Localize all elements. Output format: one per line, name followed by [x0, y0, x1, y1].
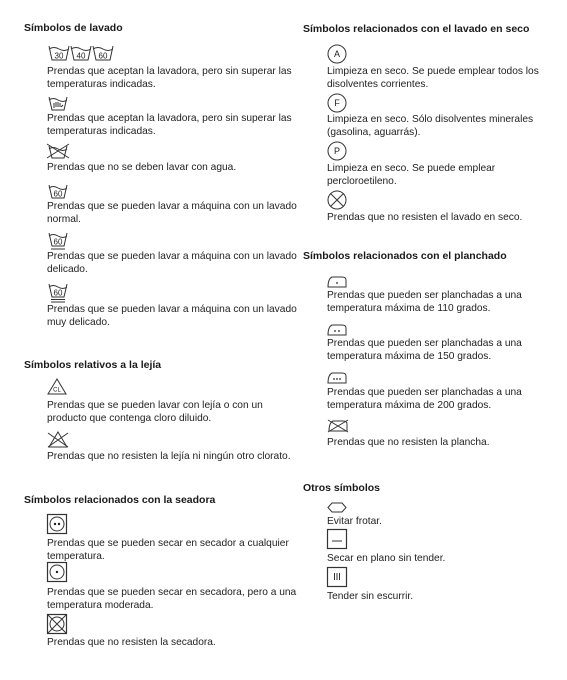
temp-label: 30: [54, 51, 64, 61]
temp-label: 60: [98, 51, 108, 61]
bleach-triangle-cl-icon: [47, 378, 67, 395]
svg-text:60: 60: [53, 237, 63, 247]
wash-desc-2: Prendas que aceptan la lavadora, pero sin superar las temperaturas indicadas.: [47, 113, 292, 137]
dry-clean-desc-4: Prendas que no resisten el lavado en seco.: [327, 212, 523, 223]
heading-washing-symbols: Símbolos de lavado: [24, 22, 123, 34]
tumble-dry-one-dot-icon: [47, 562, 67, 582]
heading-bleach-symbols: Símbolos relativos a la lejía: [24, 359, 162, 371]
iron-desc-3: Prendas que pueden ser planchadas a una temperatura máxima de 200 grados.: [327, 387, 522, 411]
dry-clean-desc-1: Limpieza en seco. Se puede emplear todos los disolventes corrientes.: [327, 66, 539, 90]
heading-ironing-symbols: Símbolos relacionados con el planchado: [303, 250, 507, 262]
avoid-rubbing-hexagon-icon: [327, 502, 347, 513]
bleach-desc-2: Prendas que no resisten la lejía ni ningún otro clorato.: [47, 451, 291, 462]
iron-crossed-icon: [327, 419, 349, 433]
iron-desc-1: Prendas que pueden ser planchadas a una temperatura máxima de 110 grados.: [327, 290, 522, 314]
wash-desc-3: Prendas que no se deben lavar con agua.: [47, 162, 237, 173]
wash-desc-1: Prendas que aceptan la lavadora, pero sin superar las temperaturas indicadas.: [47, 66, 292, 90]
iron-desc-4: Prendas que no resisten la plancha.: [327, 437, 490, 448]
dry-clean-desc-3: Limpieza en seco. Se puede emplear percloroetileno.: [327, 163, 496, 187]
heading-other-symbols: Otros símbolos: [303, 482, 381, 494]
svg-text:60: 60: [53, 288, 63, 298]
wash-tub-temperatures-icon: [48, 44, 114, 62]
wash-desc-4: Prendas que se pueden lavar a máquina con un lavado normal.: [47, 201, 297, 225]
dry-clean-f-icon: [327, 93, 347, 113]
bleach-crossed-icon: [47, 431, 69, 448]
wash-desc-5: Prendas que se pueden lavar a máquina con un lavado delicado.: [47, 251, 297, 275]
dry-clean-p-icon: [327, 141, 347, 161]
wash-desc-6: Prendas que se pueden lavar a máquina con un lavado muy delicado.: [47, 304, 297, 328]
bleach-desc-1: Prendas que se pueden lavar con lejía o con un producto que contenga cloro diluido.: [47, 400, 263, 424]
dry-clean-desc-2: Limpieza en seco. Sólo disolventes minerales (gasolina, aguarrás).: [327, 114, 534, 138]
wash-tub-60-very-delicate-icon: [48, 282, 68, 303]
dryer-desc-3: Prendas que no resisten la secadora.: [47, 637, 216, 648]
svg-text:P: P: [333, 146, 341, 157]
iron-three-dots-icon: [327, 372, 347, 384]
temp-label: 40: [76, 51, 86, 61]
dryer-desc-1: Prendas que se pueden secar en secador a cualquier temperatura.: [47, 538, 289, 562]
tumble-dry-two-dots-icon: [47, 514, 67, 534]
heading-dry-clean-symbols: Símbolos relacionados con el lavado en seco: [303, 23, 530, 35]
tumble-dry-crossed-icon: [47, 614, 67, 634]
other-desc-2: Secar en plano sin tender.: [327, 553, 446, 564]
wash-tub-60-normal-icon: [48, 183, 68, 200]
dry-flat-icon: [327, 529, 347, 549]
iron-desc-2: Prendas que pueden ser planchadas a una temperatura máxima de 150 grados.: [327, 338, 522, 362]
heading-dryer-symbols: Símbolos relacionados con la seadora: [24, 494, 216, 506]
iron-two-dots-icon: [327, 324, 347, 336]
svg-text:60: 60: [53, 189, 63, 199]
dryer-desc-2: Prendas que se pueden secar en secadora, pero a una temperatura moderada.: [47, 587, 297, 611]
other-desc-3: Tender sin escurrir.: [327, 591, 414, 602]
svg-text:F: F: [334, 98, 340, 109]
dry-clean-a-icon: [327, 44, 347, 64]
svg-text:A: A: [333, 49, 341, 60]
wash-tub-crossed-icon: [46, 143, 70, 159]
dry-clean-crossed-icon: [327, 190, 347, 210]
svg-text:CL: CL: [53, 387, 61, 394]
drip-dry-icon: [327, 567, 347, 587]
wash-tub-60-delicate-icon: [48, 231, 68, 250]
other-desc-1: Evitar frotar.: [327, 516, 382, 527]
wash-tub-hand-icon: [48, 95, 68, 111]
iron-one-dot-icon: [327, 276, 347, 288]
